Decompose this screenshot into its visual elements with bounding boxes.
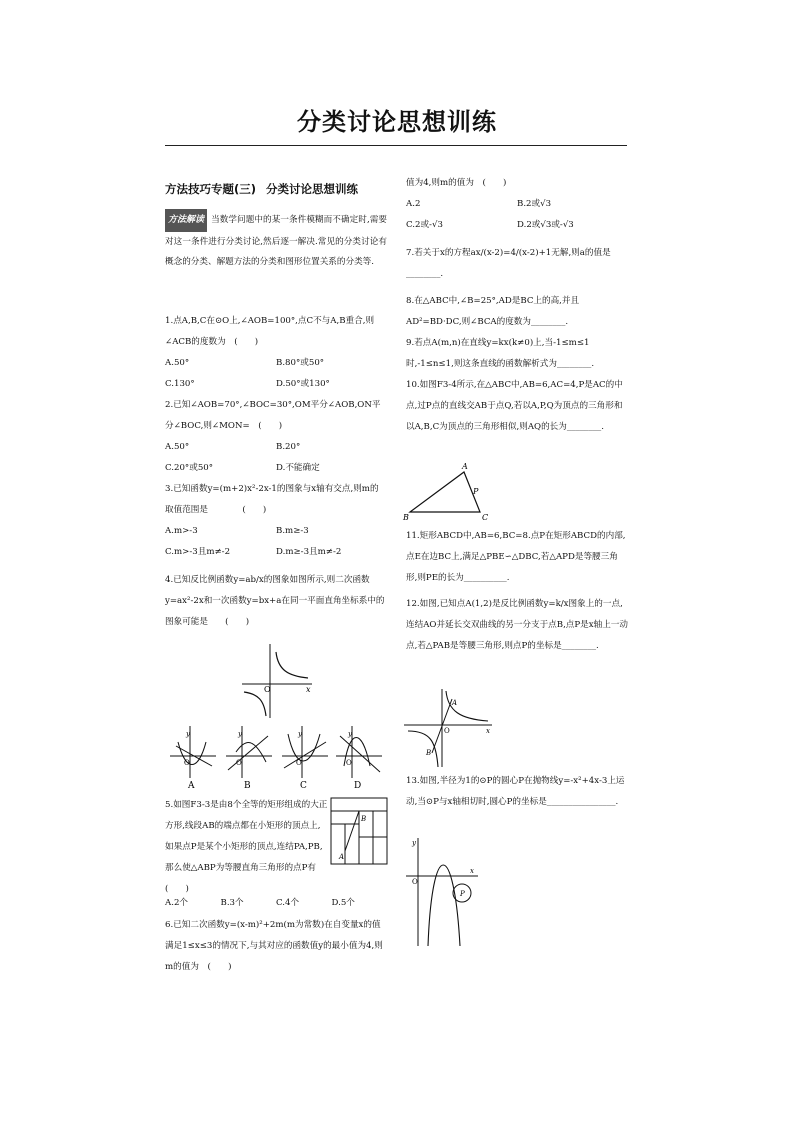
method-badge: 方法解读 [165,209,207,232]
point-a-label: A [452,699,458,707]
section-label: 方法技巧专题(三) [165,182,257,196]
question-6-tail: 值为4,则m的值为 ( ) [406,178,507,188]
choice-graph-c [282,726,328,791]
question-12 [406,594,628,657]
title-divider [165,145,627,146]
question-text: 9.若点A(m,n)在直线y=kx(k≠0)上,当-1≤m≤1时,-1≤n≤1,则这条直线的函数解析式为________. [406,338,595,369]
option: A.2个 [165,898,188,908]
question-text: 13.如图,半径为1的⊙P的圆心P在抛物线y=-x²+4x-3上运动,当⊙P与x轴相切时,圆心P的坐标是________________. [406,776,625,807]
origin-label: O [296,759,302,767]
x-axis-label: x [486,727,490,735]
question-5-options [165,893,387,914]
question-text: 8.在△ABC中,∠B=25°,AD是BC上的高,并且AD²=BD·DC,则∠BCA的度数为________. [406,296,580,327]
question-text: 1.点A,B,C在⊙O上,∠AOB=100°,点C不与A,B重合,则∠ACB的度数为 ( ) [165,316,375,347]
vertex-b-label: B [403,513,409,522]
choice-graph-b [226,726,272,791]
option: B.20° [276,442,301,452]
q10-triangle-figure [402,460,492,522]
option: B.2或√3 [517,199,552,209]
question-3 [165,479,387,563]
question-text: 6.已知二次函数y=(x-m)²+2m(m为常数)在自变量x的值满足1≤x≤3的情况下,与其对应的函数值y的最小值为4,则m的值为 ( ) [165,920,383,972]
origin-label: O [184,759,190,767]
intro-block [165,209,387,273]
question-text: 11.矩形ABCD中,AB=6,BC=8.点P在矩形ABCD的内部,点E在边BC上,满足△PBE∽△DBC,若△APD是等腰三角形,则PE的长为__________. [406,531,626,583]
choice-label: B [244,781,251,791]
point-b-label: B [426,749,432,757]
y-axis-label: y [298,730,302,738]
origin-label: O [236,759,242,767]
option: A.m>-3 [165,526,198,536]
q13-parabola-figure [404,836,484,948]
option: D.50°或130° [276,379,330,389]
question-text: 5.如图F3-3是由8个全等的矩形组成的大正方形,线段AB的端点都在小矩形的顶点上,如果点P是某个小矩形的顶点,连结PA,PB,那么使△ABP为等腰直角三角形的点P有 ( ) [165,800,334,894]
option: B.80°或50° [276,358,325,368]
question-7 [406,243,628,285]
choice-label: A [188,781,195,791]
choice-label: C [300,781,307,791]
option: D.2或√3或-√3 [517,220,574,230]
question-6-continued [406,173,628,236]
x-axis-label: x [306,685,311,694]
vertex-c-label: C [482,513,489,522]
q4-choice-graphs [168,722,388,792]
option: D.m≥-3且m≠-2 [276,547,342,557]
section-name: 分类讨论思想训练 [266,182,359,196]
choice-graph-a [170,726,216,791]
x-axis-label: x [470,867,474,875]
vertex-a-label: A [462,462,468,471]
question-4 [165,570,387,633]
option: C.20°或50° [165,463,214,473]
point-p-label: P [473,487,479,496]
option: D.5个 [331,898,355,908]
question-text: 10.如图F3-4所示,在△ABC中,AB=6,AC=4,P是AC的中点,过P点的直线交AB于点Q,若以A,P,Q为顶点的三角形和以A,B,C为顶点的三角形相似,则AQ的长为________. [406,380,623,432]
option: D.不能确定 [276,463,320,473]
q5-rectangle-grid [330,797,388,865]
page-title: 分类讨论思想训练 [297,108,497,136]
question-6 [165,915,387,972]
option: C.4个 [276,898,300,908]
question-1 [165,311,387,395]
option: A.50° [165,358,190,368]
choice-label: D [354,781,362,791]
option: A.2 [406,199,421,209]
option: C.m>-3且m≠-2 [165,547,231,557]
option: B.3个 [220,898,244,908]
question-text: 12.如图,已知点A(1,2)是反比例函数y=k/x图象上的一点,连结AO并延长交双曲线的另一分支于点B,点P是x轴上一动点,若△PAB是等腰三角形,则点P的坐标是________. [406,599,628,651]
y-axis-label: y [412,839,416,847]
y-axis-label: y [186,730,190,738]
q4-hyperbola-figure [240,640,315,720]
y-axis-label: y [348,730,352,738]
question-5 [165,795,334,900]
question-13 [406,771,628,813]
question-text: 2.已知∠AOB=70°,∠BOC=30°,OM平分∠AOB,ON平分∠BOC,则∠MON= ( ) [165,400,381,431]
circle-p-label: P [460,890,465,898]
section-heading [165,181,387,197]
question-text: 4.已知反比例函数y=ab/x的图象如图所示,则二次函数y=ax²-2x和一次函数y=bx+a在同一平面直角坐标系中的图象可能是 ( ) [165,575,385,627]
question-11 [406,526,628,589]
question-8 [406,291,628,333]
point-a-label: A [339,853,345,861]
option: C.130° [165,379,195,389]
y-axis-label: y [238,730,242,738]
option: A.50° [165,442,190,452]
question-text: 3.已知函数y=(m+2)x²-2x-1的图象与x轴有交点,则m的取值范围是 ( ) [165,484,379,515]
origin-label: O [346,759,352,767]
option: C.2或-√3 [406,220,443,230]
option: B.m≥-3 [276,526,309,536]
q12-hyperbola-figure [402,687,494,769]
origin-label: O [264,685,271,694]
choice-graph-d [336,726,382,791]
intro-text: 当数学问题中的某一条件模糊而不确定时,需要对这一条件进行分类讨论,然后逐一解决.常见的分类讨论有概念的分类、解题方法的分类和图形位置关系的分类等. [165,215,387,267]
question-9 [406,333,628,375]
question-text: 7.若关于x的方程ax/(x-2)=4/(x-2)+1无解,则a的值是________. [406,248,611,279]
question-10 [406,375,628,438]
origin-label: O [444,727,450,735]
question-2 [165,395,387,479]
origin-label: O [412,878,418,886]
point-b-label: B [361,815,367,823]
